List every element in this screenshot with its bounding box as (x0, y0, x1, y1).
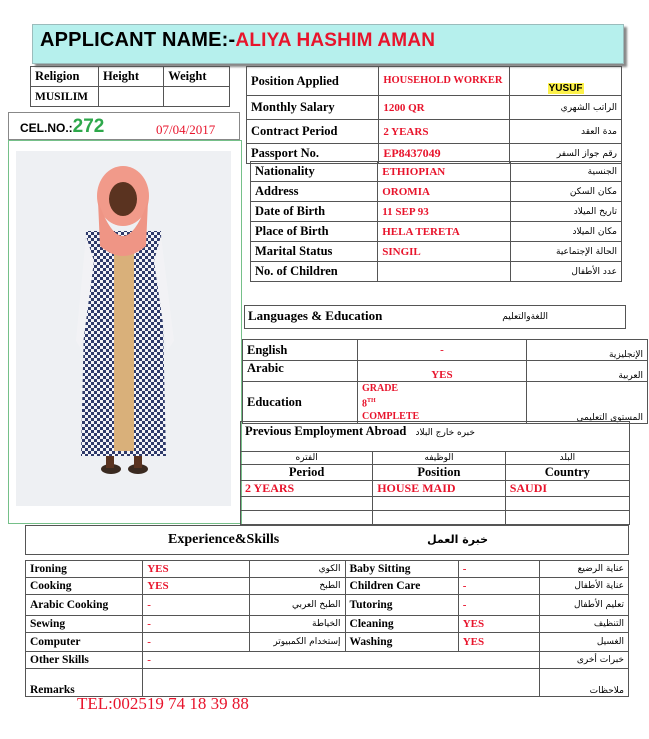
pob-ar: مكان الميلاد (510, 222, 621, 242)
skill-cooking-label: Cooking (26, 578, 143, 595)
employment-empty-cell (373, 497, 506, 511)
skill-ironing-label: Ironing (26, 561, 143, 578)
table-row (241, 481, 630, 497)
children-value (378, 262, 511, 282)
dob-label: Date of Birth (251, 202, 378, 222)
salary-label: Monthly Salary (247, 96, 379, 120)
employment-country-value: SAUDI (505, 481, 629, 497)
address-ar: مكان السكن (510, 182, 621, 202)
skill-arabic-cooking-value: - (143, 595, 250, 616)
salary-value: 1200 QR (379, 96, 510, 120)
nationality-label: Nationality (251, 162, 378, 182)
employment-table (240, 451, 630, 525)
employment-period-header: Period (241, 465, 373, 481)
marital-value: SINGIL (378, 242, 511, 262)
skill-cooking-value: YES (143, 578, 250, 595)
skill-children-care-label: Children Care (345, 578, 458, 595)
position-table (246, 66, 622, 164)
skill-computer-value: - (143, 633, 250, 652)
skills-title-ar: خبرة العمل (427, 533, 488, 546)
skill-cleaning-label: Cleaning (345, 616, 458, 633)
dob-ar: تاريخ الميلاد (510, 202, 621, 222)
cel-label: CEL.NO.: (20, 121, 73, 135)
languages-table (242, 339, 648, 424)
salary-ar: الراتب الشهري (510, 96, 622, 120)
arabic-ar: العربية (526, 361, 647, 382)
skill-ironing-value: YES (143, 561, 250, 578)
employment-empty-cell (241, 511, 373, 525)
languages-title: Languages & Education (248, 308, 383, 323)
employment-empty-cell (373, 511, 506, 525)
contract-label: Contract Period (247, 120, 379, 144)
position-label: Position Applied (247, 67, 379, 96)
contract-value: 2 YEARS (379, 120, 510, 144)
education-value-line3: COMPLETE (361, 411, 420, 423)
applicant-photo (16, 151, 231, 506)
education-ar: المستوى التعليمي (526, 382, 647, 424)
nationality-ar: الجنسية (510, 162, 621, 182)
skill-washing-value: YES (458, 633, 539, 652)
applicant-label: APPLICANT NAME:- (40, 29, 236, 51)
weight-label: Weight (164, 67, 230, 87)
table-row (26, 616, 629, 633)
position-value: HOUSEHOLD WORKER (379, 67, 510, 96)
table-row (26, 561, 629, 578)
table-row (26, 595, 629, 616)
employment-period-value: 2 YEARS (241, 481, 373, 497)
employment-period-ar: الفتره (241, 452, 373, 465)
employment-title-ar: خبره خارج البلاد (415, 428, 475, 438)
applicant-name: ALIYA HASHIM AMAN (235, 30, 436, 51)
basic-info-table (30, 66, 230, 107)
english-label: English (243, 340, 358, 361)
skill-baby-sitting-ar: عناية الرضيع (539, 561, 628, 578)
skill-tutoring-label: Tutoring (345, 595, 458, 616)
skill-washing-ar: الغسيل (539, 633, 628, 652)
skill-cleaning-value: YES (458, 616, 539, 633)
education-value (357, 382, 526, 424)
skill-tutoring-ar: تعليم الأطفال (539, 595, 628, 616)
passport-label: Passport No. (247, 144, 379, 164)
other-skills-label: Other Skills (26, 652, 143, 669)
children-ar: عدد الأطفال (510, 262, 621, 282)
skill-cleaning-ar: التنظيف (539, 616, 628, 633)
arabic-label: Arabic (243, 361, 358, 382)
skill-tutoring-value: - (458, 595, 539, 616)
contract-ar: مدة العقد (510, 120, 622, 144)
skill-ironing-ar: الكوي (250, 561, 345, 578)
skill-sewing-value: - (143, 616, 250, 633)
employment-country-header: Country (505, 465, 629, 481)
marital-label: Marital Status (251, 242, 378, 262)
skill-children-care-value: - (458, 578, 539, 595)
address-label: Address (251, 182, 378, 202)
english-ar: الإنجليزية (526, 340, 647, 361)
education-label: Education (243, 382, 358, 424)
skills-table (25, 560, 629, 697)
skill-sewing-ar: الخياطة (250, 616, 345, 633)
height-label: Height (98, 67, 163, 87)
nationality-value: ETHIOPIAN (378, 162, 511, 182)
remarks-value (143, 669, 540, 697)
address-value: OROMIA (378, 182, 511, 202)
skill-arabic-cooking-label: Arabic Cooking (26, 595, 143, 616)
marital-ar: الحالة الإجتماعية (510, 242, 621, 262)
dob-value: 11 SEP 93 (378, 202, 511, 222)
employment-title-en: Previous Employment Abroad (245, 424, 407, 438)
education-grade-suffix: TH (366, 398, 376, 404)
skills-title: Experience&Skills (168, 532, 280, 547)
table-row (26, 652, 629, 669)
remarks-label: Remarks (26, 669, 143, 697)
education-value-line2 (362, 395, 522, 410)
cel-date: 07/04/2017 (156, 122, 216, 137)
skill-baby-sitting-label: Baby Sitting (345, 561, 458, 578)
other-skills-ar: خبرات أخرى (539, 652, 628, 669)
languages-title-ar: اللغةوالتعليم (502, 312, 548, 322)
employment-empty-cell (505, 511, 629, 525)
cel-number: 272 (72, 116, 105, 137)
pob-label: Place of Birth (251, 222, 378, 242)
skill-children-care-ar: عناية الأطفال (539, 578, 628, 595)
skill-cooking-ar: الطبخ (250, 578, 345, 595)
position-extra: YUSUF (548, 83, 583, 94)
employment-empty-cell (505, 497, 629, 511)
arabic-value: YES (357, 361, 526, 382)
religion-value: MUSILIM (31, 87, 99, 107)
employment-country-ar: البلد (505, 452, 629, 465)
employment-title (245, 424, 475, 439)
height-value (98, 87, 163, 107)
applicant-title (40, 29, 435, 52)
employment-empty-cell (241, 497, 373, 511)
education-value-line1: GRADE (361, 383, 399, 394)
skills-header-box (25, 525, 629, 555)
skill-baby-sitting-value: - (458, 561, 539, 578)
cel-no (20, 116, 104, 138)
education-grade-number: 8 (361, 398, 367, 410)
pob-value: HELA TERETA (378, 222, 511, 242)
skill-computer-ar: إستخدام الكمبيوتر (250, 633, 345, 652)
skill-washing-label: Washing (345, 633, 458, 652)
personal-table (250, 161, 622, 282)
telephone: TEL:002519 74 18 39 88 (77, 694, 249, 713)
children-label: No. of Children (251, 262, 378, 282)
table-row (26, 633, 629, 652)
weight-value (164, 87, 230, 107)
employment-position-header: Position (373, 465, 506, 481)
employment-position-value: HOUSE MAID (373, 481, 506, 497)
passport-value: EP8437049 (379, 144, 510, 164)
table-row (26, 578, 629, 595)
passport-ar: رقم جواز السفر (510, 144, 622, 164)
remarks-ar: ملاحظات (539, 669, 628, 697)
skill-arabic-cooking-ar: الطبخ العربي (250, 595, 345, 616)
religion-label: Religion (31, 67, 99, 87)
english-value: - (357, 340, 526, 361)
table-row (26, 669, 629, 697)
skill-sewing-label: Sewing (26, 616, 143, 633)
skill-computer-label: Computer (26, 633, 143, 652)
other-skills-value: - (143, 652, 540, 669)
employment-position-ar: الوظيفه (373, 452, 506, 465)
position-extra-cell (510, 67, 622, 96)
